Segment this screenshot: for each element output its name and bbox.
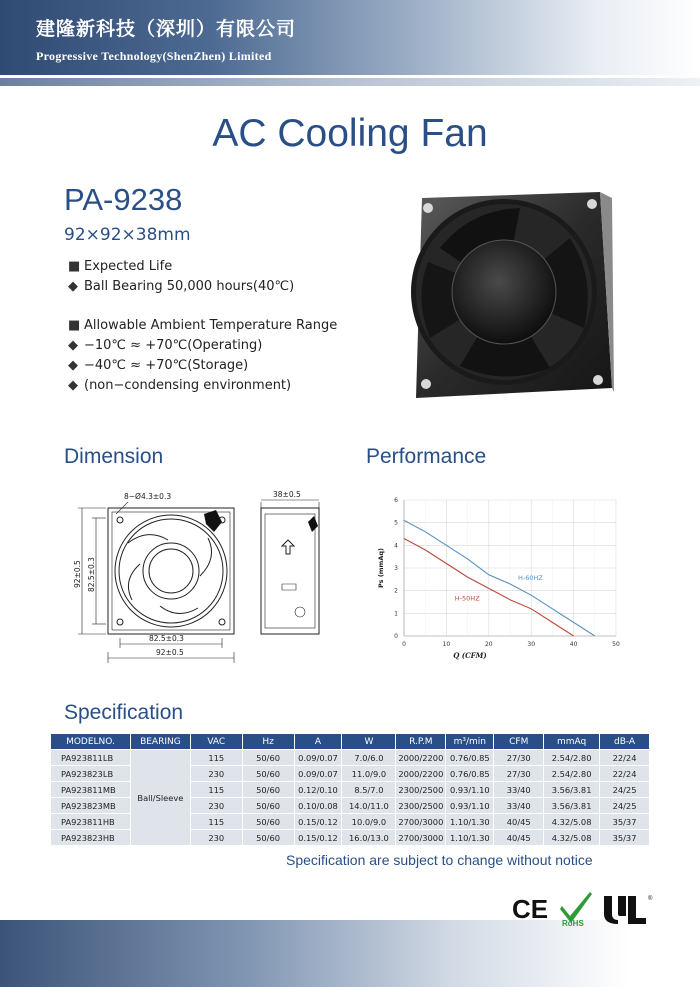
table-cell: 35/37 <box>600 830 650 846</box>
table-cell: 24/25 <box>600 782 650 798</box>
table-cell: 3.56/3.81 <box>544 798 600 814</box>
table-cell: 27/30 <box>494 766 544 782</box>
table-cell: 35/37 <box>600 814 650 830</box>
table-cell: 0.93/1.10 <box>446 798 494 814</box>
dimension-drawing <box>68 488 358 663</box>
column-header: W <box>342 734 396 750</box>
table-cell: 3.56/3.81 <box>544 782 600 798</box>
table-cell: 2300/2500 <box>396 782 446 798</box>
feature-line <box>68 358 248 373</box>
column-header: m³/min <box>446 734 494 750</box>
feature-text: (non−condensing environment) <box>84 378 292 393</box>
table-cell: 2300/2500 <box>396 798 446 814</box>
table-cell: 50/60 <box>242 750 294 766</box>
table-cell: 230 <box>190 830 242 846</box>
table-cell: 2.54/2.80 <box>544 750 600 766</box>
dim-depth-label: 38±0.5 <box>273 490 301 499</box>
table-cell: 2000/2200 <box>396 750 446 766</box>
table-cell: 115 <box>190 750 242 766</box>
model-number: PA-9238 <box>64 182 183 217</box>
table-cell: 230 <box>190 798 242 814</box>
section-title-performance: Performance <box>366 445 487 468</box>
column-header: dB-A <box>600 734 650 750</box>
diamond-bullet-icon: ◆ <box>68 338 78 353</box>
table-cell: 50/60 <box>242 798 294 814</box>
dim-width-outer-label: 92±0.5 <box>156 648 184 657</box>
table-cell: 0.15/0.12 <box>294 814 342 830</box>
y-tick-label: 3 <box>394 565 398 572</box>
y-tick-label: 0 <box>394 633 398 640</box>
ul-mark-icon <box>604 895 653 924</box>
table-cell: 115 <box>190 814 242 830</box>
fan-product-image <box>400 188 614 402</box>
ce-mark-icon <box>512 894 548 924</box>
diamond-bullet-icon: ◆ <box>68 358 78 373</box>
bearing-cell: Ball/Sleeve <box>130 750 190 846</box>
table-cell: 50/60 <box>242 814 294 830</box>
feature-text: −40℃ ≈ +70℃(Storage) <box>84 358 249 373</box>
table-cell: PA923811HB <box>51 814 131 830</box>
series-line <box>404 520 595 636</box>
column-header: mmAq <box>544 734 600 750</box>
table-header-row <box>51 734 650 750</box>
x-tick-label: 40 <box>569 641 578 648</box>
x-tick-label: 10 <box>442 641 451 648</box>
certification-logos <box>508 888 658 928</box>
feature-line <box>68 318 337 333</box>
svg-text:®: ® <box>648 896 653 902</box>
y-tick-label: 4 <box>394 542 398 550</box>
column-header: MODELNO. <box>51 734 131 750</box>
table-cell: 115 <box>190 782 242 798</box>
table-cell: PA923823LB <box>51 766 131 782</box>
table-cell: 11.0/9.0 <box>342 766 396 782</box>
dim-holes-label: 8−Ø4.3±0.3 <box>124 492 172 501</box>
feature-text: Allowable Ambient Temperature Range <box>84 318 338 333</box>
table-cell: 50/60 <box>242 766 294 782</box>
series-label: H-60HZ <box>518 573 543 582</box>
series-label: H-50HZ <box>454 594 480 603</box>
table-cell: 230 <box>190 766 242 782</box>
company-name-en: Progressive Technology(ShenZhen) Limited <box>36 49 272 63</box>
table-cell: 40/45 <box>494 830 544 846</box>
table-cell: 7.0/6.0 <box>342 750 396 766</box>
feature-line <box>68 338 262 353</box>
table-cell: 33/40 <box>494 782 544 798</box>
table-row <box>51 750 650 766</box>
table-cell: 27/30 <box>494 750 544 766</box>
svg-text:RoHS: RoHS <box>562 919 584 928</box>
feature-text: Expected Life <box>84 259 173 274</box>
table-cell: 22/24 <box>600 766 650 782</box>
table-cell: PA923811LB <box>51 750 131 766</box>
y-tick-label: 2 <box>394 587 398 595</box>
page-title: AC Cooling Fan <box>212 112 488 155</box>
feature-text: −10℃ ≈ +70℃(Operating) <box>84 338 263 353</box>
table-cell: PA923823MB <box>51 798 131 814</box>
x-axis-label: Q (CFM) <box>453 651 487 660</box>
table-cell: 0.12/0.10 <box>294 782 342 798</box>
section-title-dimension: Dimension <box>64 445 164 468</box>
svg-text:CE: CE <box>512 894 549 924</box>
table-cell: 1.10/1.30 <box>446 830 494 846</box>
column-header: A <box>294 734 342 750</box>
performance-chart <box>368 490 628 665</box>
table-cell: 0.10/0.08 <box>294 798 342 814</box>
column-header: CFM <box>494 734 544 750</box>
table-cell: 0.09/0.07 <box>294 750 342 766</box>
table-cell: 0.93/1.10 <box>446 782 494 798</box>
company-name-cn: 建隆新科技（深圳）有限公司 <box>36 18 297 40</box>
table-cell: 4.32/5.08 <box>544 830 600 846</box>
table-cell: 50/60 <box>242 782 294 798</box>
header-stripe <box>0 78 700 86</box>
diamond-bullet-icon: ◆ <box>68 378 78 393</box>
table-cell: 33/40 <box>494 798 544 814</box>
feature-line <box>68 279 294 294</box>
table-cell: 0.15/0.12 <box>294 830 342 846</box>
table-cell: 4.32/5.08 <box>544 814 600 830</box>
specification-table <box>50 733 650 846</box>
dim-width-inner-label: 82.5±0.3 <box>149 634 184 643</box>
table-cell: 24/25 <box>600 798 650 814</box>
table-cell: 10.0/9.0 <box>342 814 396 830</box>
table-cell: 8.5/7.0 <box>342 782 396 798</box>
disclaimer-note: Specification are subject to change without notice <box>286 852 593 868</box>
table-cell: PA923823HB <box>51 830 131 846</box>
feature-line <box>68 259 172 274</box>
rohs-check-icon <box>560 892 592 928</box>
table-cell: 22/24 <box>600 750 650 766</box>
table-cell: 14.0/11.0 <box>342 798 396 814</box>
dim-height-inner-label: 82.5±0.3 <box>87 557 96 592</box>
feature-text: Ball Bearing 50,000 hours(40℃) <box>84 279 295 294</box>
column-header: VAC <box>190 734 242 750</box>
feature-line <box>68 378 291 393</box>
diamond-bullet-icon: ◆ <box>68 279 78 294</box>
table-cell: 2.54/2.80 <box>544 766 600 782</box>
product-size: 92×92×38mm <box>64 225 191 245</box>
header-banner <box>0 0 700 75</box>
table-cell: 2700/3000 <box>396 830 446 846</box>
square-bullet-icon: ■ <box>68 259 81 274</box>
y-tick-label: 1 <box>394 610 398 618</box>
table-cell: 0.09/0.07 <box>294 766 342 782</box>
x-tick-label: 50 <box>612 641 620 648</box>
table-cell: 1.10/1.30 <box>446 814 494 830</box>
x-tick-label: 30 <box>527 641 536 648</box>
footer-banner <box>0 920 700 987</box>
table-cell: 40/45 <box>494 814 544 830</box>
table-cell: 0.76/0.85 <box>446 766 494 782</box>
section-title-specification: Specification <box>64 701 184 724</box>
table-cell: 16.0/13.0 <box>342 830 396 846</box>
table-cell: 0.76/0.85 <box>446 750 494 766</box>
column-header: BEARING <box>130 734 190 750</box>
table-cell: 50/60 <box>242 830 294 846</box>
x-tick-label: 20 <box>484 641 493 648</box>
column-header: Hz <box>242 734 294 750</box>
table-cell: PA923811MB <box>51 782 131 798</box>
x-tick-label: 0 <box>402 641 406 648</box>
column-header: R.P.M <box>396 734 446 750</box>
dim-height-outer-label: 92±0.5 <box>73 560 82 588</box>
table-cell: 2000/2200 <box>396 766 446 782</box>
square-bullet-icon: ■ <box>68 318 81 333</box>
y-axis-label: Ps (mmAq) <box>377 548 385 588</box>
y-tick-label: 6 <box>394 497 398 504</box>
table-cell: 2700/3000 <box>396 814 446 830</box>
y-tick-label: 5 <box>394 519 398 527</box>
